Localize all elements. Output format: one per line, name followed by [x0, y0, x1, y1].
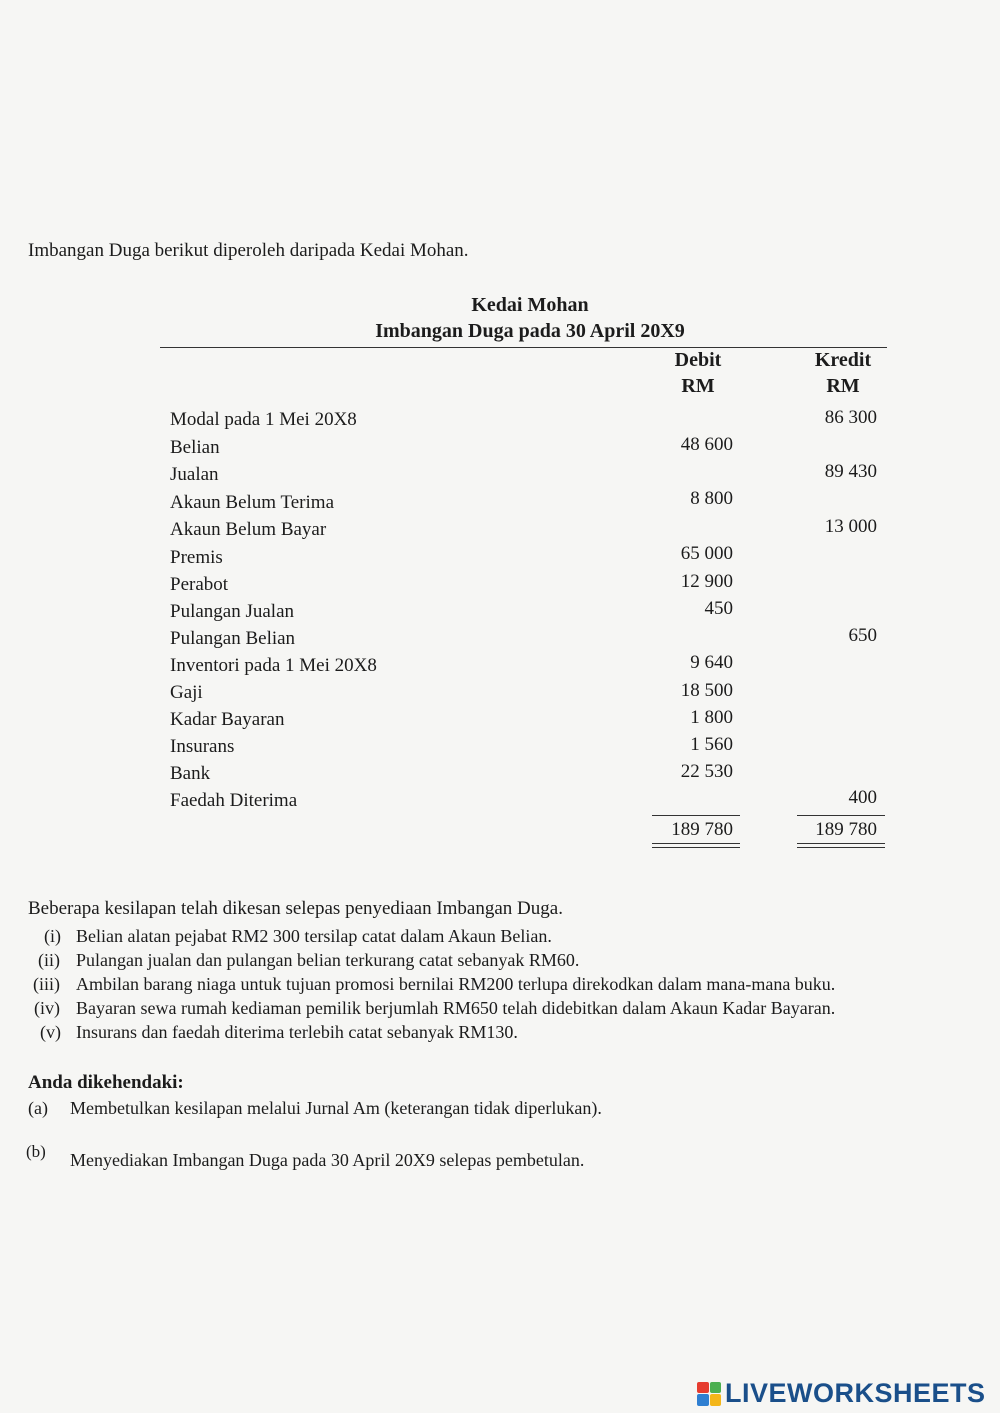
row-label: Kadar Bayaran — [170, 709, 285, 730]
debit-double-rule — [652, 843, 740, 844]
error-number: (i) — [44, 926, 61, 946]
kredit-total: 189 780 — [815, 819, 877, 840]
error-number: (iv) — [34, 998, 60, 1018]
logo-mark-icon — [697, 1382, 721, 1406]
business-name: Kedai Mohan — [471, 294, 589, 316]
requirement-b-text: Menyediakan Imbangan Duga pada 30 April 20X9 selepas pembetulan. — [70, 1150, 585, 1170]
error-text: Ambilan barang niaga untuk tujuan promosi bernilai RM200 terlupa direkodkan dalam mana-mana buku. — [76, 974, 836, 994]
requirement-a-text: Membetulkan kesilapan melalui Jurnal Am (keterangan tidak diperlukan). — [70, 1098, 602, 1118]
kredit-double-rule — [797, 847, 885, 848]
kredit-double-rule — [797, 843, 885, 844]
intro-text: Imbangan Duga berikut diperoleh daripada Kedai Mohan. — [28, 240, 469, 261]
errors-intro: Beberapa kesilapan telah dikesan selepas penyediaan Imbangan Duga. — [28, 898, 563, 919]
debit-column-unit: RM — [681, 375, 715, 397]
row-kredit: 89 430 — [824, 461, 877, 482]
logo-square — [710, 1382, 722, 1394]
logo-square — [710, 1394, 722, 1406]
row-label: Bank — [170, 763, 211, 784]
debit-double-rule — [652, 847, 740, 848]
row-label: Premis — [170, 547, 223, 568]
row-debit: 450 — [704, 598, 733, 619]
liveworksheets-logo — [697, 1378, 986, 1409]
row-label: Faedah Diterima — [170, 790, 298, 811]
row-label: Akaun Belum Bayar — [170, 519, 327, 540]
error-number: (iii) — [33, 974, 60, 994]
row-label: Perabot — [170, 574, 229, 595]
row-label: Pulangan Jualan — [170, 601, 295, 622]
row-debit: 8 800 — [690, 488, 733, 509]
row-debit: 12 900 — [680, 571, 733, 592]
statement-title: Imbangan Duga pada 30 April 20X9 — [375, 320, 685, 342]
requirement-b-label: (b) — [26, 1142, 46, 1161]
logo-text: LIVEWORKSHEETS — [725, 1378, 986, 1408]
kredit-column-unit: RM — [826, 375, 860, 397]
row-label: Jualan — [170, 464, 219, 485]
row-debit: 1 560 — [690, 734, 733, 755]
title-divider — [160, 347, 887, 348]
error-text: Pulangan jualan dan pulangan belian terkurang catat sebanyak RM60. — [76, 950, 580, 970]
requirements-heading: Anda dikehendaki: — [28, 1072, 184, 1093]
error-text: Insurans dan faedah diterima terlebih catat sebanyak RM130. — [76, 1022, 518, 1042]
logo-square — [697, 1382, 709, 1394]
debit-total: 189 780 — [671, 819, 733, 840]
logo-square — [697, 1394, 709, 1406]
error-number: (ii) — [38, 950, 60, 970]
row-debit: 65 000 — [680, 543, 733, 564]
error-text: Belian alatan pejabat RM2 300 tersilap catat dalam Akaun Belian. — [76, 926, 552, 946]
error-number: (v) — [40, 1022, 61, 1042]
row-label: Akaun Belum Terima — [170, 492, 335, 513]
kredit-column-header: Kredit — [814, 349, 872, 371]
row-label: Insurans — [170, 736, 235, 757]
row-kredit: 86 300 — [824, 407, 877, 428]
row-debit: 1 800 — [690, 707, 733, 728]
debit-column-header: Debit — [674, 349, 722, 371]
debit-total-rule — [652, 815, 740, 816]
row-label: Gaji — [170, 682, 203, 703]
kredit-total-rule — [797, 815, 885, 816]
row-label: Inventori pada 1 Mei 20X8 — [170, 655, 377, 676]
row-debit: 18 500 — [680, 680, 733, 701]
requirement-a-label: (a) — [28, 1098, 48, 1118]
row-debit: 22 530 — [680, 761, 733, 782]
row-kredit: 400 — [848, 787, 877, 808]
row-debit: 9 640 — [690, 652, 733, 673]
row-label: Modal pada 1 Mei 20X8 — [170, 409, 357, 430]
row-debit: 48 600 — [680, 434, 733, 455]
row-kredit: 650 — [848, 625, 877, 646]
row-label: Belian — [170, 437, 220, 458]
row-kredit: 13 000 — [824, 516, 877, 537]
row-label: Pulangan Belian — [170, 628, 296, 649]
error-text: Bayaran sewa rumah kediaman pemilik berjumlah RM650 telah didebitkan dalam Akaun Kadar Bayaran. — [76, 998, 836, 1018]
